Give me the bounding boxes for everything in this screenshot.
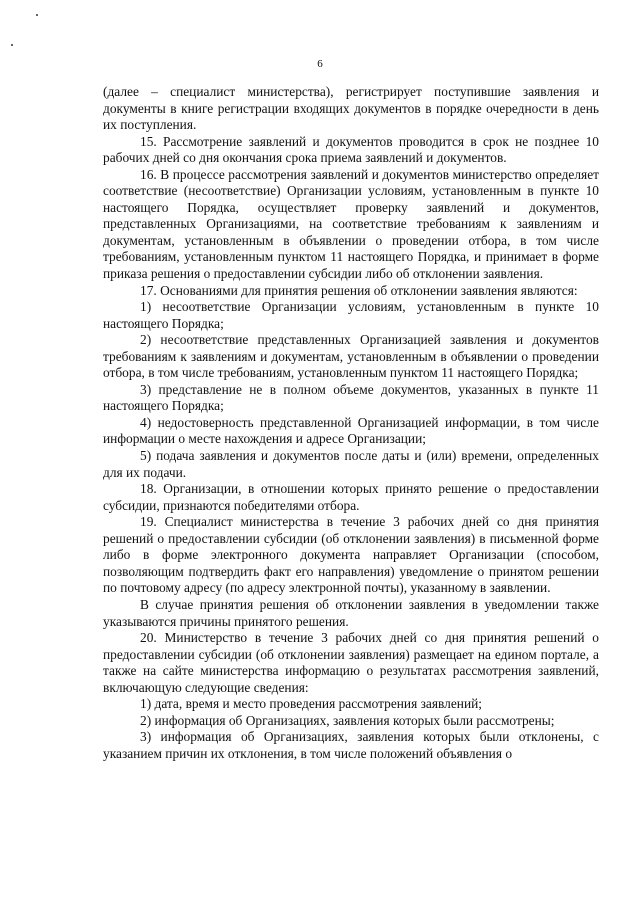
scan-speck xyxy=(36,14,38,16)
paragraph: 1) несоответствие Организации условиям, установленным в пункте 10 настоящего Порядка; xyxy=(103,299,599,331)
paragraph: 17. Основаниями для принятия решения об отклонении заявления являются: xyxy=(140,282,578,298)
scan-speck xyxy=(11,44,13,46)
paragraph: 15. Рассмотрение заявлений и документов проводится в срок не позднее 10 рабочих дней со дня окончания срока приема заявлений и документов. xyxy=(103,133,599,166)
paragraph: 20. Министерство в течение 3 рабочих дней со дня принятия решений о предоставлении субсидии (об отклонении заявления) размещает на едином портале, а также на сайте министерства информацию о результатах рассмотрения заявлений, включающую следующие сведения: xyxy=(103,630,599,695)
paragraph: 16. В процессе рассмотрения заявлений и документов министерство определяет соответствие (несоответствие) Организации условиям, установленным в пункте 10 настоящего Порядка, осуществляет проверку заявлений и документов, представленных Организациями, на соответствие требованиям к заявлениям и документам, установленным в объявлении о проведении отбора, в том числе требованиям, установленным пунктом 11 настоящего Порядка, и принимает в форме приказа решения о предоставлении субсидии либо об отклонении заявления. xyxy=(103,166,599,282)
paragraph: 3) информация об Организациях, заявления которых были отклонены, с указанием причин их отклонения, в том числе положений объявления о xyxy=(103,729,599,761)
document-body xyxy=(103,84,599,762)
paragraph: (далее – специалист министерства), регистрирует поступившие заявления и документы в книге регистрации входящих документов в порядке очередности в день их поступления. xyxy=(103,84,599,133)
paragraph: 4) недостоверность представленной Организацией информации, в том числе информации о месте нахождения и адресе Организации; xyxy=(103,414,599,447)
paragraph: 5) подача заявления и документов после даты и (или) времени, определенных для их подачи. xyxy=(103,448,599,480)
paragraph: 2) несоответствие представленных Организацией заявления и документов требованиям к заявлениям и документам, установленным в объявлении о проведении отбора, в том числе требованиям, установленным пунктом 11 настоящего Порядка; xyxy=(103,332,599,381)
paragraph: 18. Организации, в отношении которых принято решение о предоставлении субсидии, признаются победителями отбора. xyxy=(103,481,599,513)
paragraph: 1) дата, время и место проведения рассмотрения заявлений; xyxy=(140,696,482,712)
paragraph: 3) представление не в полном объеме документов, указанных в пункте 11 настоящего Порядка; xyxy=(103,381,599,414)
paragraph: 19. Специалист министерства в течение 3 рабочих дней со дня принятия решений о предоставлении субсидии (об отклонении заявления) в письменной форме либо в форме электронного документа направляет Организации (способом, позволяющим подтвердить факт его направления) уведомление о принятом решении по почтовому адресу (по адресу электронной почты), указанному в заявлении. xyxy=(103,514,599,596)
paragraph: 2) информация об Организациях, заявления которых были рассмотрены; xyxy=(140,712,555,728)
page-number: 6 xyxy=(317,58,323,70)
paragraph: В случае принятия решения об отклонении заявления в уведомлении также указываются причины принятого решения. xyxy=(103,596,599,629)
